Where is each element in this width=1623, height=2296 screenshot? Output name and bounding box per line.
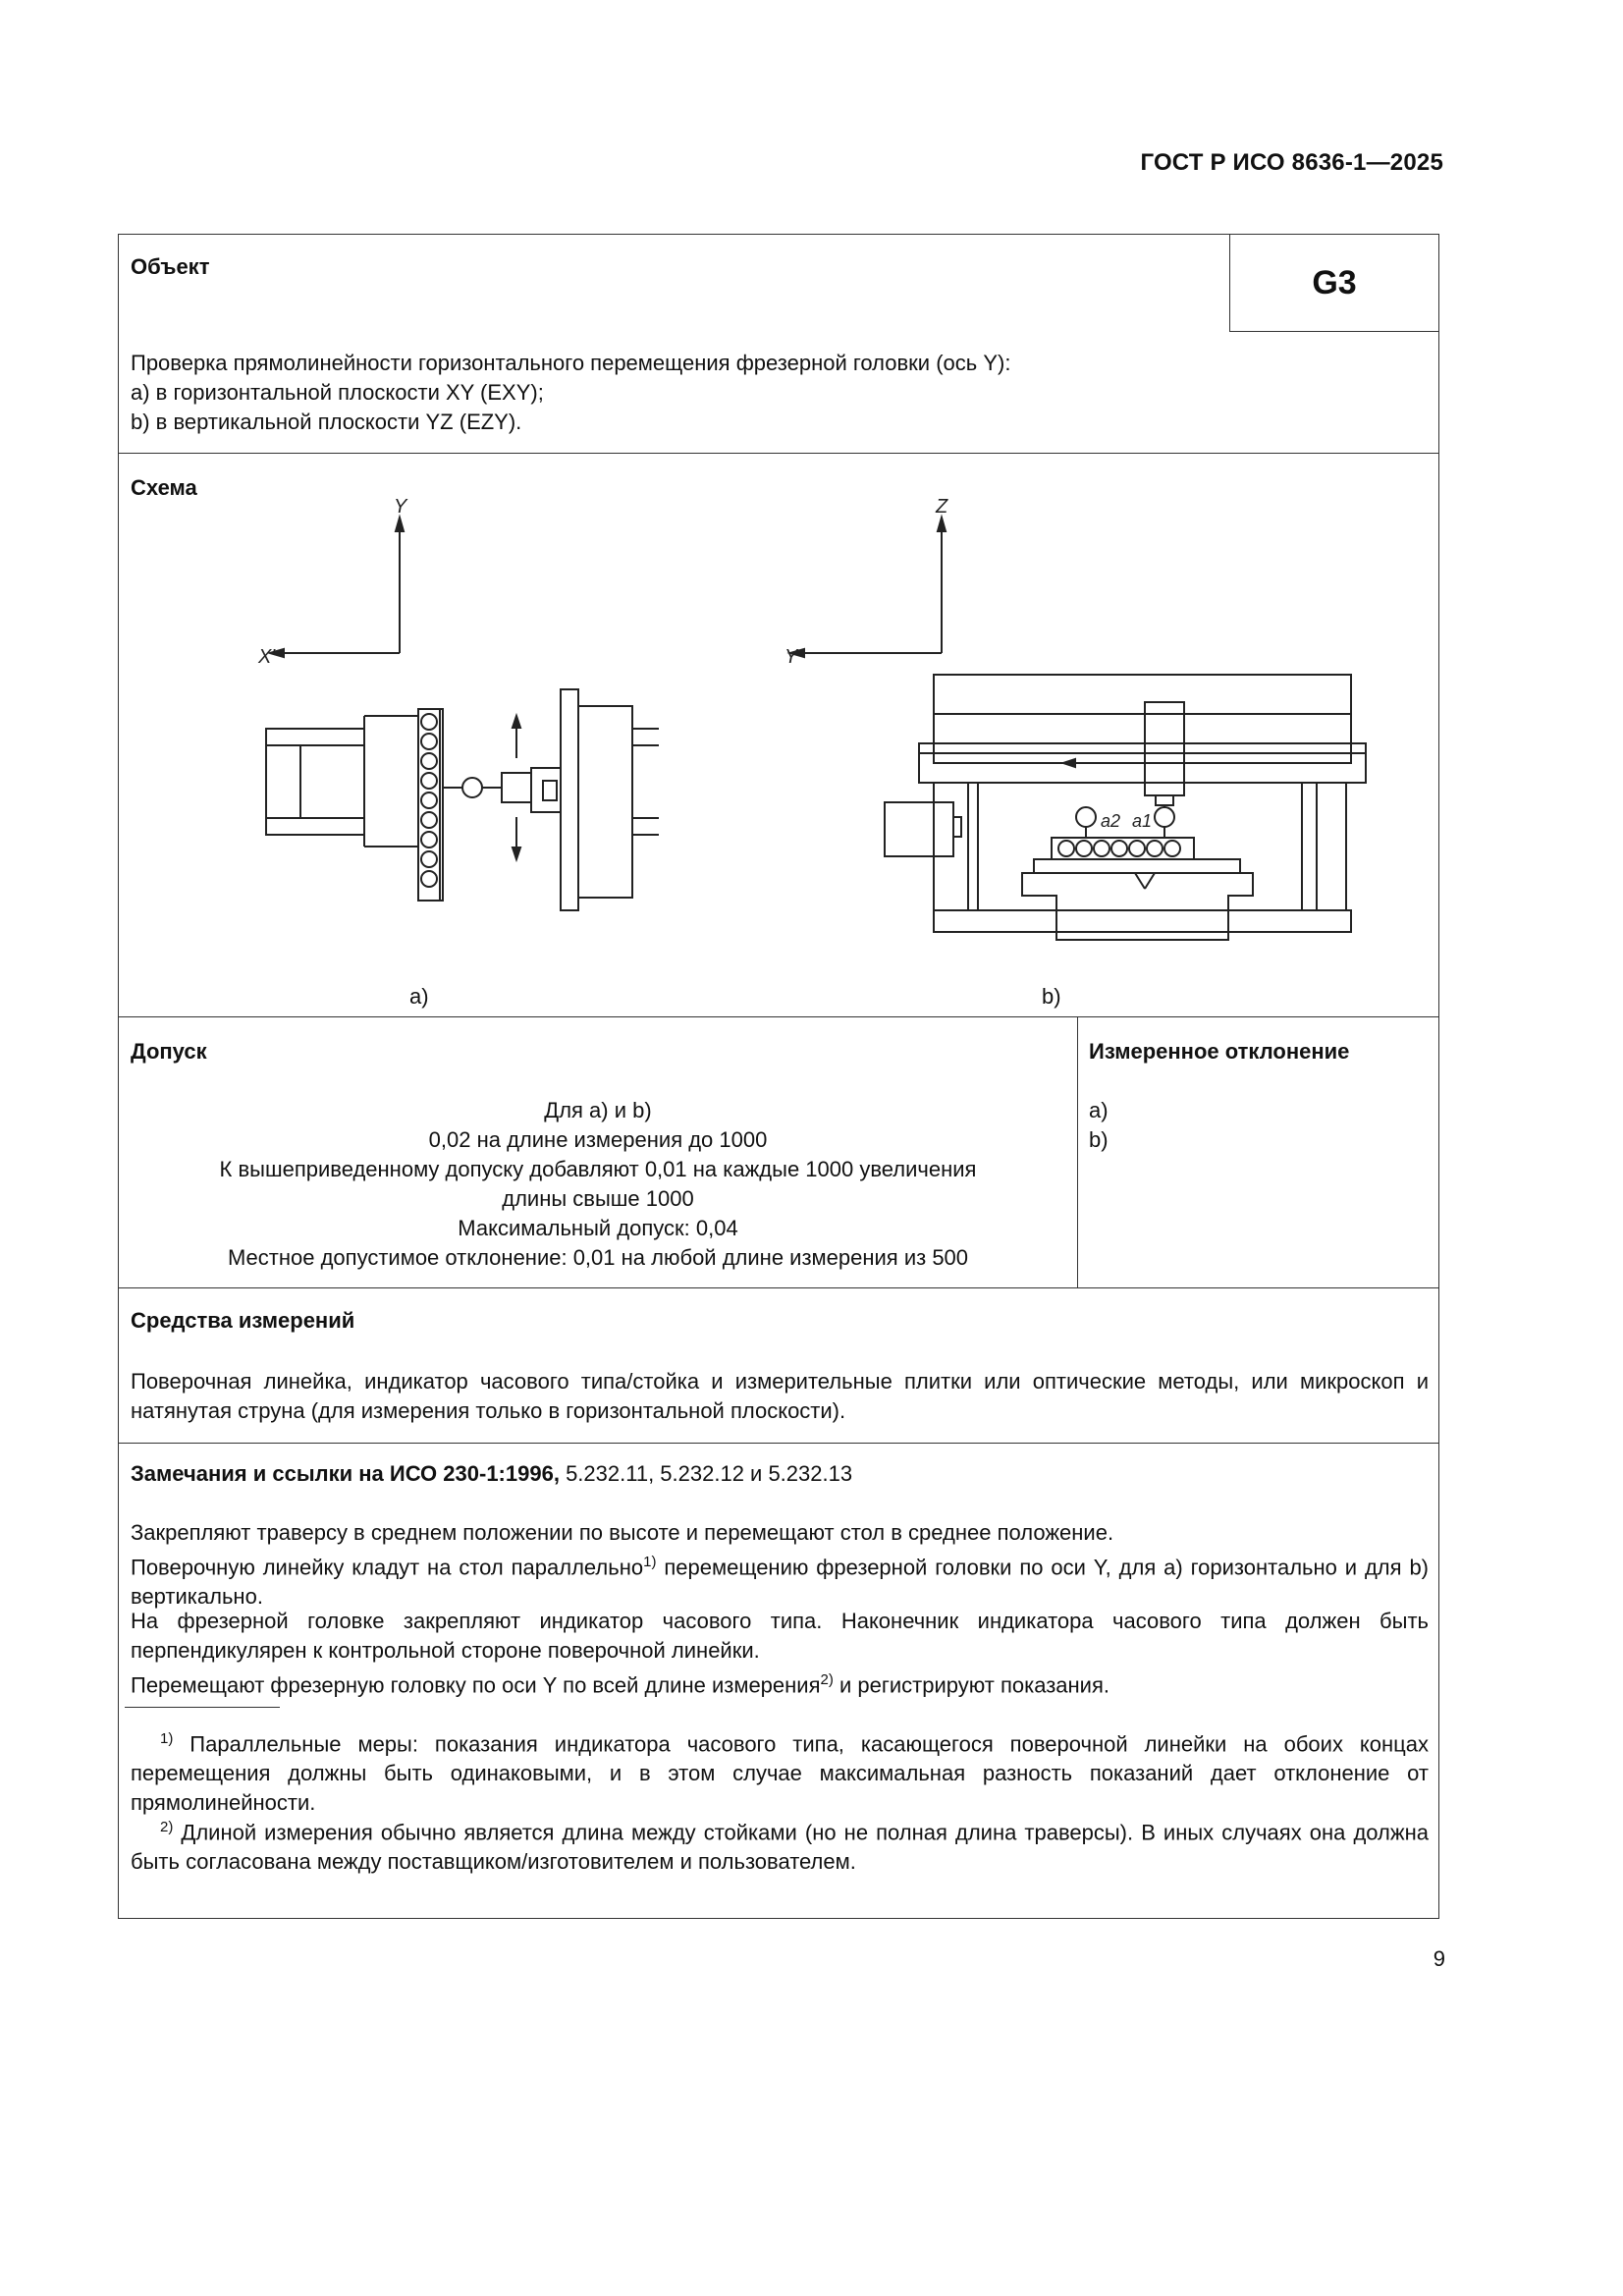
test-id-box <box>1229 235 1438 332</box>
measured-label: Измеренное отклонение <box>1089 1039 1350 1064</box>
tolerance-line-1: Для a) и b) <box>544 1098 652 1122</box>
remarks-p2-b: перемещению фрезерной головки по оси Y, для a) горизонтально и для b) вертикально. <box>131 1555 1429 1610</box>
measured-b: b) <box>1089 1127 1109 1152</box>
remarks-p4-a: Перемещают фрезерную головку по оси Y по всей длине измерения <box>131 1672 821 1698</box>
figure-a-caption: a) <box>409 984 429 1009</box>
page-number: 9 <box>1433 1946 1445 1971</box>
remarks-p2-a: Поверочную линейку кладут на стол параллельно <box>131 1555 644 1580</box>
tolerance-line-3: К вышеприведенному допуску добавляют 0,01 на каждые 1000 увеличения <box>219 1157 977 1181</box>
footnote-1 <box>131 1724 1429 1818</box>
remarks-p4 <box>131 1666 1109 1700</box>
object-section <box>119 235 1438 453</box>
tolerance-line-5: Максимальный допуск: 0,04 <box>458 1216 738 1240</box>
tolerance-line-4: длины свыше 1000 <box>502 1186 694 1211</box>
footnote-2 <box>131 1813 1429 1877</box>
scheme-figure-b <box>757 488 1425 989</box>
remarks-p1: Закрепляют траверсу в среднем положении по высоте и перемещают стол в среднее положение. <box>131 1520 1114 1545</box>
tolerance-line-6: Местное допустимое отклонение: 0,01 на любой длине измерения из 500 <box>227 1245 969 1270</box>
tolerance-line-2: 0,02 на длине измерения до 1000 <box>428 1127 768 1152</box>
remarks-refs: 5.232.11, 5.232.12 и 5.232.13 <box>566 1461 853 1486</box>
figure-b-caption: b) <box>1042 984 1061 1009</box>
footnote-1-text: Параллельные меры: показания индикатора часового типа, касающегося поверочной линейки на обоих концах перемещения должны быть одинаковыми, и в этом случае максимальная разность показаний дает отклонение от прямолинейности. <box>131 1731 1429 1816</box>
measured-a: a) <box>1089 1098 1109 1122</box>
scheme-label: Схема <box>131 475 197 500</box>
scheme-section <box>119 454 1438 1016</box>
footnote-2-text: Длиной измерения обычно является длина между стойками (но не полная длина траверсы). В иных случаях она должна быть согласована между поставщиком/изготовителем и пользователем. <box>131 1820 1429 1875</box>
standard-designation: ГОСТ Р ИСО 8636-1—2025 <box>1140 149 1443 176</box>
footnote-ref-2: 2) <box>820 1671 834 1688</box>
axis-label-y-b: Y <box>784 646 798 668</box>
instruments-label: Средства измерений <box>131 1308 355 1333</box>
scheme-figure-a <box>246 488 659 989</box>
footnote-separator <box>125 1707 280 1708</box>
object-label: Объект <box>131 254 210 279</box>
remarks-p2 <box>131 1548 1429 1612</box>
test-id: G3 <box>1312 263 1357 301</box>
indicator-label-a2: a2 <box>1101 811 1121 831</box>
object-line-2: a) в горизонтальной плоскости XY (EXY); <box>131 380 544 405</box>
object-line-1: Проверка прямолинейности горизонтального перемещения фрезерной головки (ось Y): <box>131 351 1011 375</box>
object-line-3: b) в вертикальной плоскости YZ (EZY). <box>131 410 522 434</box>
footnote-ref-1: 1) <box>643 1554 657 1570</box>
instruments-text: Поверочная линейка, индикатор часового типа/стойка и измерительные плитки или оптические методы, или микроскоп и натянутая струна (для измерения только в горизонтальной плоскости). <box>131 1369 1429 1423</box>
test-sheet <box>118 234 1439 1919</box>
remarks-heading <box>131 1459 852 1489</box>
axis-label-y: Y <box>394 496 407 518</box>
footnote-1-mark: 1) <box>160 1730 174 1747</box>
remarks-p4-b: и регистрируют показания. <box>833 1672 1109 1698</box>
remarks-label: Замечания и ссылки на ИСО 230-1:1996, <box>131 1461 560 1486</box>
footnote-2-mark: 2) <box>160 1819 174 1835</box>
axis-label-x-prime: X′ <box>258 646 276 668</box>
axis-label-z: Z <box>936 496 948 518</box>
column-divider <box>1077 1017 1078 1287</box>
tolerance-label: Допуск <box>131 1039 207 1064</box>
indicator-label-a1: a1 <box>1132 811 1153 831</box>
instruments-section <box>119 1288 1438 1443</box>
remarks-p3: На фрезерной головке закрепляют индикатор часового типа. Наконечник индикатора часового типа должен быть перпендикулярен к контрольной стороне поверочной линейки. <box>131 1609 1429 1663</box>
tolerance-section <box>119 1017 1438 1287</box>
remarks-section <box>119 1444 1438 1919</box>
